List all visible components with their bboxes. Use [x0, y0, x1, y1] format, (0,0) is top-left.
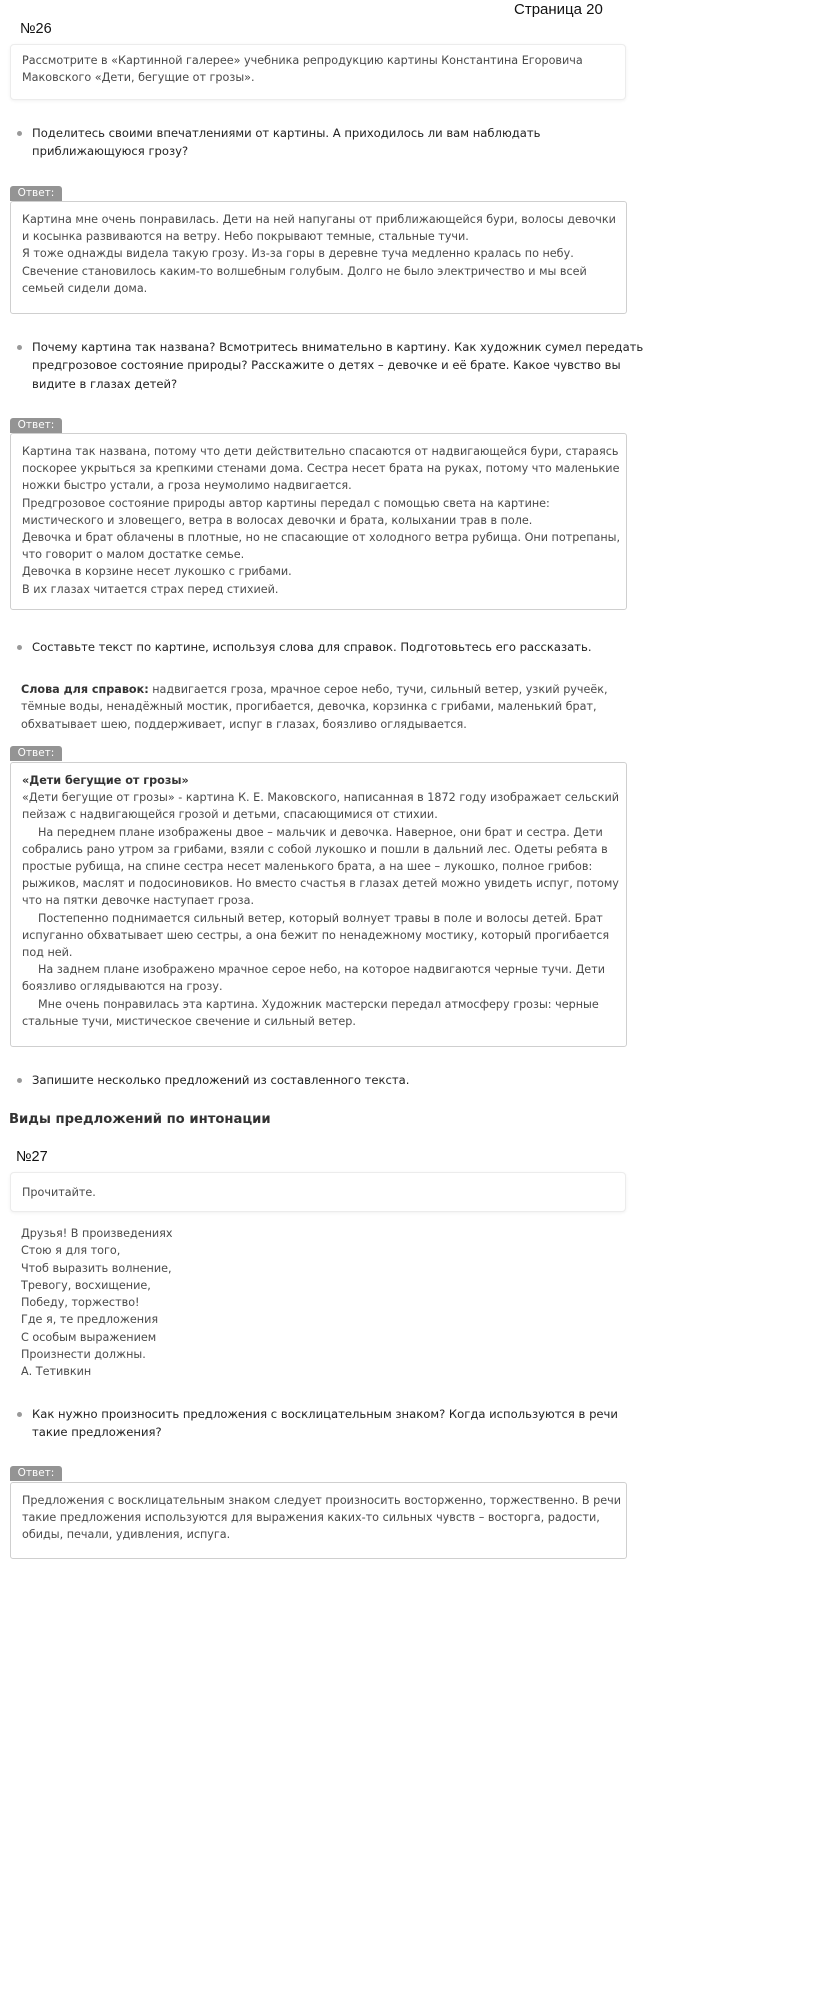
answer-label: Ответ:: [10, 418, 62, 433]
question-3: [17, 638, 617, 656]
bullet-icon: [17, 1412, 22, 1417]
reference-line: обхватывает шею, поддерживает, испуг в глазах, боязливо оглядывается.: [21, 717, 467, 731]
answer-line: что на пятки девочке наступает гроза.: [22, 894, 255, 908]
bullet-icon: [17, 1078, 22, 1083]
intro-line: Прочитайте.: [22, 1186, 96, 1199]
question-line: видите в глазах детей?: [32, 376, 178, 391]
task-27-intro-card: [10, 1172, 626, 1212]
poem-line: Чтоб выразить волнение,: [21, 1261, 172, 1275]
poem: [21, 1225, 621, 1381]
answer-line: Предложения с восклицательным знаком следует произносить восторженно, торжественно. В речи: [22, 1494, 621, 1507]
intro-line: Рассмотрите в «Картинной галерее» учебника репродукцию картины Константина Егоровича: [22, 54, 583, 67]
task-number-27: №27: [16, 1149, 48, 1165]
question-4: [17, 1071, 617, 1089]
bullet-icon: [17, 131, 22, 136]
answer-line: Девочка и брат облачены в плотные, но не спасающие от холодного ветра рубища. Они потрепаны,: [22, 531, 621, 545]
answer-line: ножки быстро устали, а гроза неумолимо надвигается.: [22, 479, 352, 493]
answer-line: и косынка развиваются на ветру. Небо покрывают темные, стальные тучи.: [22, 230, 469, 244]
answer-box-27: [10, 1482, 627, 1559]
answer-line: Постепенно поднимается сильный ветер, который волнует травы в поле и волосы детей. Брат: [38, 911, 603, 925]
bullet-icon: [17, 345, 22, 350]
answer-line: простые рубища, на спине сестра несет маленького брата, а на шее – лукошко, полное грибов:: [22, 860, 593, 874]
answer-line: под ней.: [22, 946, 73, 960]
answer-box-3: [10, 762, 627, 1047]
answer-box-2: [10, 433, 627, 610]
poem-line: Где я, те предложения: [21, 1313, 159, 1327]
answer-line: стальные тучи, мистическое свечение и сильный ветер.: [22, 1014, 356, 1028]
answer-line: Свечение становилось каким-то волшебным голубым. Долго не было электричество и мы всей: [22, 264, 587, 278]
poem-line: Тревогу, восхищение,: [21, 1278, 151, 1292]
answer-line: поскорее укрыться за крепкими стенами дома. Сестра несет брата на руках, потому что маленькие: [22, 462, 620, 476]
page-number: Страница 20: [514, 1, 603, 18]
poem-line: Друзья! В произведениях: [21, 1227, 173, 1240]
answer-line: Мне очень понравилась эта картина. Художник мастерски передал атмосферу грозы: черные: [38, 997, 599, 1011]
answer-line: В их глазах читается страх перед стихией.: [22, 582, 279, 596]
answer-line: такие предложения используются для выражения каких-то сильных чувств – восторга, радости,: [22, 1511, 600, 1525]
answer-line: «Дети бегущие от грозы» - картина К. Е. Маковского, написанная в 1872 году изображает сельский: [22, 791, 619, 805]
answer-line: Девочка в корзине несет лукошко с грибами.: [22, 565, 292, 579]
poem-author: А. Тетивкин: [21, 1365, 92, 1379]
question-line: Составьте текст по картине, используя слова для справок. Подготовьтесь его рассказать.: [32, 640, 592, 654]
answer-line: семьей сидели дома.: [22, 281, 148, 295]
answer-label: Ответ:: [10, 746, 62, 761]
section-title: Виды предложений по интонации: [9, 1112, 271, 1127]
answer-label: Ответ:: [10, 186, 62, 201]
reference-words: [21, 681, 621, 733]
question-27-1: [17, 1405, 617, 1442]
answer-line: боязливо оглядываются на грозу.: [22, 980, 223, 994]
question-line: Как нужно произносить предложения с восклицательным знаком? Когда используются в речи: [32, 1407, 618, 1421]
task-26-intro-card: [10, 44, 626, 100]
answer-line: собрались рано утром за грибами, взяли с собой лукошко и пошли в дальний лес. Одеты ребята в: [22, 842, 608, 856]
poem-line: Стою я для того,: [21, 1244, 121, 1258]
answer-label: Ответ:: [10, 1466, 62, 1481]
answer-line: что говорит о малом достатке семье.: [22, 548, 245, 562]
answer-line: мистического и зловещего, ветра в волосах девочки и брата, колыхании трав в поле.: [22, 513, 533, 527]
intro-line: Маковского «Дети, бегущие от грозы».: [22, 71, 255, 85]
task-number-26: №26: [20, 21, 52, 37]
answer-text: [22, 789, 619, 1030]
reference-label: Слова для справок:: [21, 683, 149, 696]
poem-line: Произнести должны.: [21, 1348, 146, 1362]
poem-line: Победу, торжество!: [21, 1296, 140, 1310]
question-line: Почему картина так названа? Всмотритесь внимательно в картину. Как художник сумел передать: [32, 340, 644, 354]
answer-line: Предгрозовое состояние природы автор картины передал с помощью света на картине:: [22, 496, 550, 510]
answer-line: Картина так названа, потому что дети действительно спасаются от надвигающейся бури, стараясь: [22, 445, 619, 458]
question-1: [17, 124, 617, 161]
answer-line: испуганно обхватывает шею сестры, а она бежит по ненадежному мостику, который прогибается: [22, 928, 610, 942]
poem-line: С особым выражением: [21, 1330, 157, 1344]
answer-line: На переднем плане изображены двое – мальчик и девочка. Наверное, они брат и сестра. Дети: [38, 825, 603, 839]
question-line: Поделитесь своими впечатлениями от картины. А приходилось ли вам наблюдать: [32, 126, 541, 140]
question-2: [17, 338, 644, 393]
question-line: приближающуюся грозу?: [32, 144, 189, 159]
answer-line: Картина мне очень понравилась. Дети на ней напуганы от приближающейся бури, волосы девочки: [22, 213, 616, 226]
question-line: предгрозовое состояние природы? Расскажите о детях – девочке и её брате. Какое чувство вы: [32, 358, 621, 373]
answer-line: рыжиков, маслят и подосиновиков. Но вместо счастья в глазах детей можно увидеть испуг, потому: [22, 877, 619, 891]
answer-line: Я тоже однажды видела такую грозу. Из-за горы в деревне туча медленно кралась по небу.: [22, 247, 574, 261]
question-line: такие предложения?: [32, 1425, 162, 1440]
reference-line: тёмные воды, ненадёжный мостик, прогибается, девочка, корзинка с грибами, маленький брат,: [21, 700, 597, 714]
answer-line: обиды, печали, удивления, испуга.: [22, 1528, 231, 1542]
answer-line: На заднем плане изображено мрачное серое небо, на которое надвигаются черные тучи. Дети: [38, 963, 605, 977]
reference-line: надвигается гроза, мрачное серое небо, тучи, сильный ветер, узкий ручеёк,: [148, 683, 608, 696]
answer-title: «Дети бегущие от грозы»: [22, 774, 189, 787]
bullet-icon: [17, 645, 22, 650]
answer-box-1: [10, 201, 627, 314]
answer-line: пейзаж с надвигающейся грозой и детьми, спасающимися от стихии.: [22, 808, 438, 822]
question-line: Запишите несколько предложений из составленного текста.: [32, 1073, 410, 1087]
